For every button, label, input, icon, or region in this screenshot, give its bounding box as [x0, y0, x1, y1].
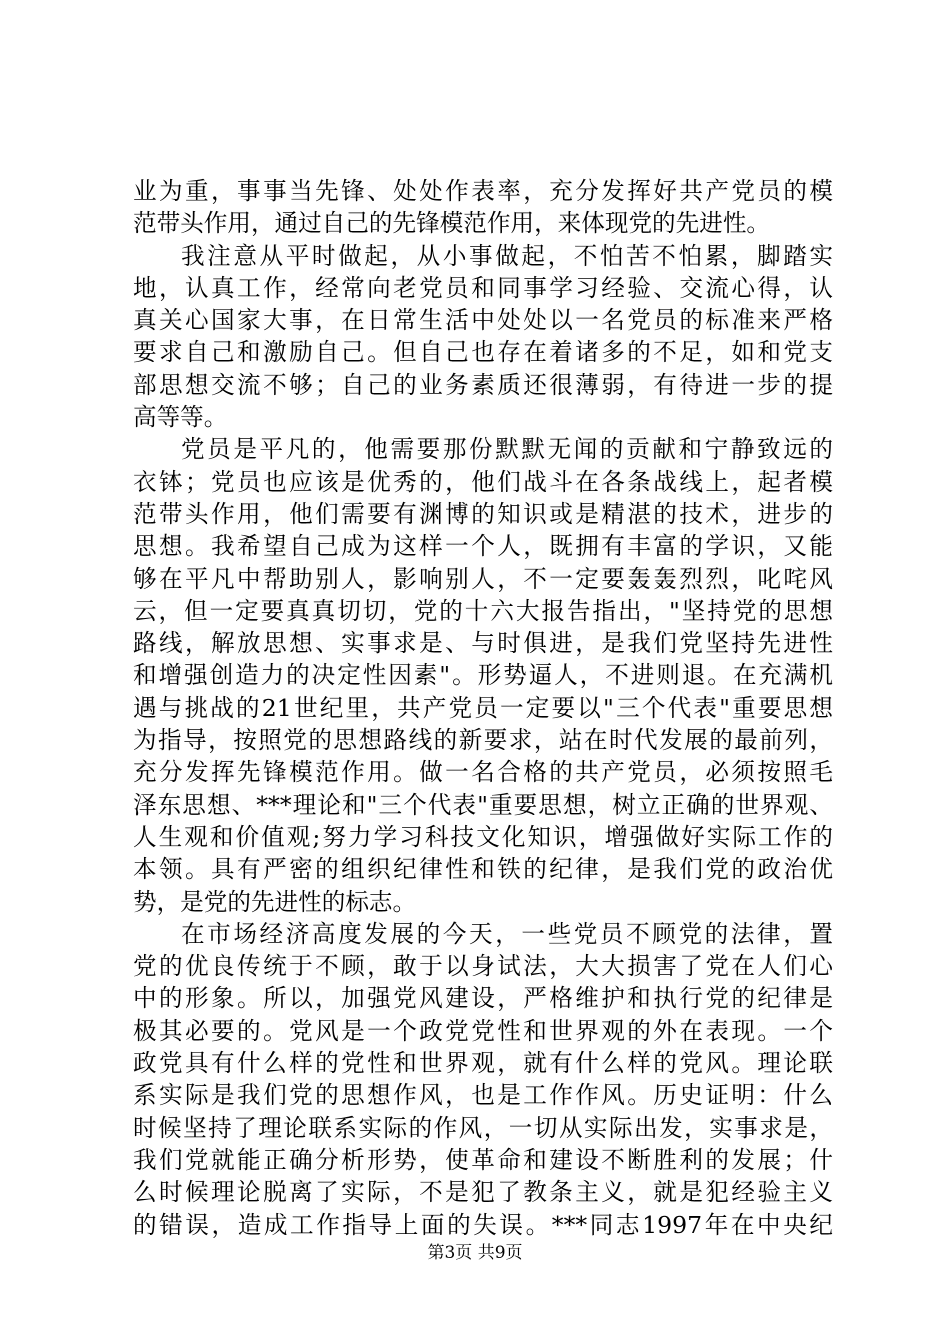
text-line: 党的优良传统于不顾，敢于以身试法，大大损害了党在人们心: [133, 952, 833, 981]
text-line: 衣钵；党员也应该是优秀的，他们战斗在各条战线上，起者模: [133, 467, 833, 496]
text-line: 地，认真工作，经常向老党员和同事学习经验、交流心得，认: [133, 273, 833, 302]
text-line: 遇与挑战的21世纪里，共产党员一定要以"三个代表"重要思想: [133, 693, 833, 722]
text-line: 泽东思想、***理论和"三个代表"重要思想，树立正确的世界观、: [133, 790, 833, 819]
text-line: 时候坚持了理论联系实际的作风，一切从实际出发，实事求是，: [133, 1113, 833, 1142]
page-footer: 第3页 共9页: [427, 1243, 523, 1263]
text-line: 部思想交流不够；自己的业务素质还很薄弱，有待进一步的提: [133, 370, 833, 399]
text-line: 够在平凡中帮助别人，影响别人，不一定要轰轰烈烈，叱咤风: [133, 564, 833, 593]
text-line: 真关心国家大事，在日常生活中处处以一名党员的标准来严格: [133, 306, 833, 335]
text-line: 业为重，事事当先锋、处处作表率，充分发挥好共产党员的模: [133, 177, 833, 205]
text-line: 政党具有什么样的党性和世界观，就有什么样的党风。理论联: [133, 1049, 833, 1078]
text-line: 要求自己和激励自己。但自己也存在着诸多的不足，如和党支: [133, 338, 833, 367]
paragraph-start-line: 党员是平凡的，他需要那份默默无闻的贡献和宁静致远的: [181, 435, 833, 464]
text-line: 为指导，按照党的思想路线的新要求，站在时代发展的最前列，: [133, 726, 833, 755]
text-line: 我们党就能正确分析形势，使革命和建设不断胜利的发展；什: [133, 1145, 833, 1174]
text-line: 思想。我希望自己成为这样一个人，既拥有丰富的学识，又能: [133, 532, 833, 561]
text-line: 充分发挥先锋模范作用。做一名合格的共产党员，必须按照毛: [133, 758, 833, 787]
text-line: 范带头作用，通过自己的先锋模范作用，来体现党的先进性。: [133, 209, 771, 238]
body-text: [133, 175, 833, 1241]
text-line: 和增强创造力的决定性因素"。形势逼人，不进则退。在充满机: [133, 661, 833, 690]
text-line: 本领。具有严密的组织纪律性和铁的纪律，是我们党的政治优: [133, 855, 833, 884]
text-line: 范带头作用，他们需要有渊博的知识或是精湛的技术，进步的: [133, 499, 833, 528]
text-line: 系实际是我们党的思想作风，也是工作作风。历史证明：什么: [133, 1081, 833, 1110]
text-line: 的错误，造成工作指导上面的失误。***同志1997年在中央纪: [133, 1210, 833, 1239]
paragraph-start-line: 我注意从平时做起，从小事做起，不怕苦不怕累，脚踏实: [181, 241, 833, 270]
text-line: 人生观和价值观;努力学习科技文化知识，增强做好实际工作的: [133, 822, 833, 851]
text-line: 极其必要的。党风是一个政党党性和世界观的外在表现。一个: [133, 1016, 833, 1045]
paragraph-start-line: 在市场经济高度发展的今天，一些党员不顾党的法律，置: [181, 919, 833, 948]
text-line: 中的形象。所以，加强党风建设，严格维护和执行党的纪律是: [133, 984, 833, 1013]
text-line: 云，但一定要真真切切，党的十六大报告指出，"坚持党的思想: [133, 596, 833, 625]
text-line: 路线，解放思想、实事求是、与时俱进，是我们党坚持先进性: [133, 629, 833, 658]
text-line: 高等等。: [133, 403, 228, 432]
text-line: 势，是党的先进性的标志。: [133, 887, 417, 916]
text-line: 么时候理论脱离了实际，不是犯了教条主义，就是犯经验主义: [133, 1178, 833, 1207]
